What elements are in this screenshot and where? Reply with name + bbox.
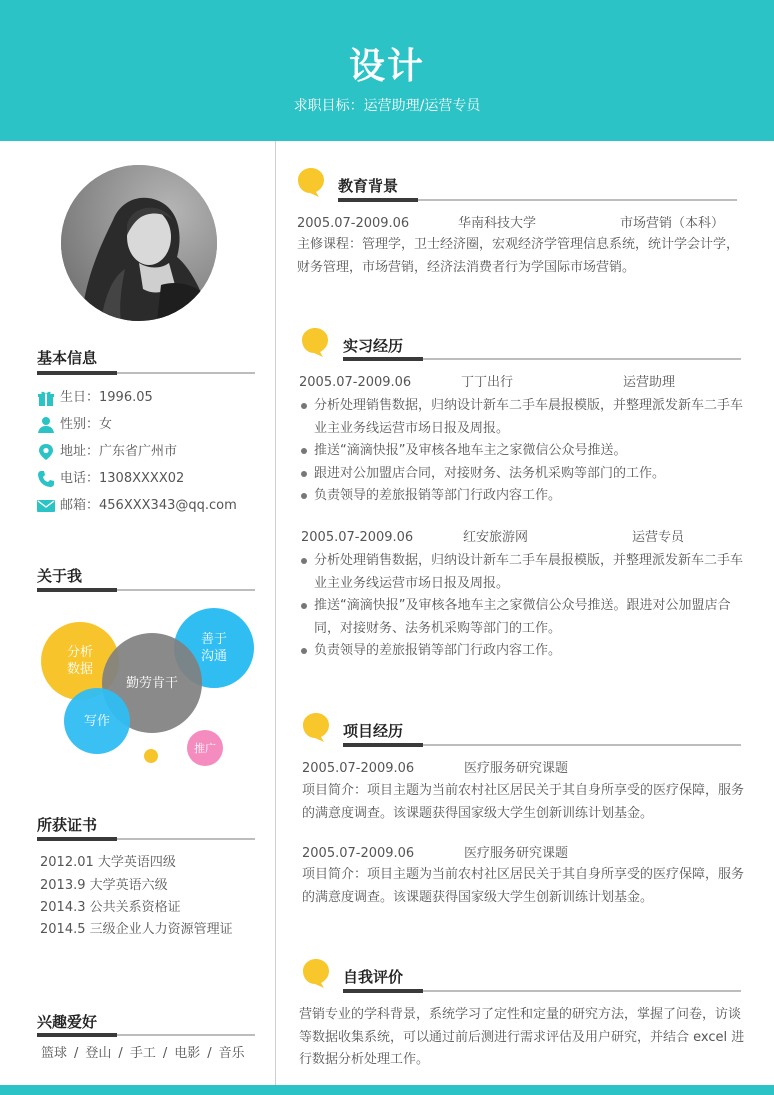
internship-company: 丁丁出行 (461, 375, 514, 390)
hobby-separator: / (162, 1046, 168, 1061)
info-address (37, 443, 177, 461)
education-row (297, 215, 747, 233)
speech-bubble-icon (301, 327, 329, 357)
self-eval-heading: 自我评价 (343, 968, 404, 986)
info-email (37, 497, 237, 515)
internship-company: 红安旅游网 (463, 530, 529, 545)
phone-icon (37, 470, 55, 488)
education-school: 华南科技大学 (458, 216, 537, 231)
info-birthday (37, 389, 153, 407)
internship-entry-1-row (299, 374, 749, 392)
education-rule (338, 199, 737, 201)
hobbies-list (37, 1042, 267, 1061)
person-icon (37, 416, 55, 434)
basic-info-rule (37, 372, 255, 374)
projects-rule (343, 744, 741, 746)
speech-bubble-icon (302, 958, 330, 988)
bubble-writing (64, 688, 130, 754)
education-courses: 主修课程：管理学，卫士经济圈，宏观经济学管理信息系统，统计学会计学，财务管理，市场营销，经济法消费者行为学国际市场营销。 (297, 237, 740, 275)
project-desc: 项目简介：项目主题为当前农村社区居民关于其自身所享受的医疗保障，服务的满意度调查。该课题获得国家级大学生创新训练计划基金。 (302, 783, 745, 821)
info-email-label: 邮箱： (60, 498, 100, 513)
header-banner (0, 0, 774, 141)
hobby-separator: / (118, 1046, 123, 1061)
hobbies-heading: 兴趣爱好 (37, 1013, 98, 1031)
self-eval-text: 营销专业的学科背景，系统学习了定性和定量的研究方法，掌握了问卷，访谈等数据收集系统，可以通过前后测进行需求评估及用户研究，并结合 excel 进行数据分析处理工作。 (299, 1007, 745, 1067)
bubble-communication-label: 善于 沟通 (200, 632, 227, 664)
bullet-item: 分析处理销售数据，归纳设计新车二手车晨报模版，并整理派发新车二手车业主业务线运营市场日报及周报。 (299, 395, 749, 440)
bubble-promotion-label: 推广 (194, 741, 216, 755)
bullet-item: 负责领导的差旅报销等部门行政内容工作。 (299, 640, 749, 663)
project-name: 医疗服务研究课题 (464, 846, 569, 861)
info-email-value: 456XXX343@qq.com (99, 498, 237, 513)
education-major: 市场营销（本科） (620, 216, 725, 231)
profile-photo (61, 165, 217, 321)
job-objective: 求职目标：运营助理/运营专员 (293, 98, 481, 114)
internship-entry-2-bullets (299, 550, 749, 663)
basic-info-heading: 基本信息 (37, 349, 98, 367)
info-gender-value: 女 (99, 417, 113, 432)
bullet-item: 推送“滴滴快报”及审核各地车主之家微信公众号推送。跟进对公加盟店合同，对接财务、法务机采购等部门的工作。 (299, 595, 749, 640)
hobby-item: 篮球 (41, 1046, 68, 1061)
info-birthday-label: 生日： (60, 390, 100, 405)
bullet-item: 分析处理销售数据，归纳设计新车二手车晨报模版，并整理派发新车二手车业主业务线运营市场日报及周报。 (299, 550, 749, 595)
project-period: 2005.07-2009.06 (302, 761, 415, 776)
internship-entry-1-bullets (299, 395, 749, 508)
bullet-item: 跟进对公加盟店合同，对接财务、法务机采购等部门的工作。 (299, 463, 749, 486)
certificate-item: 2014.5 三级企业人力资源管理证 (40, 922, 233, 937)
bubble-dot (144, 749, 158, 763)
bubble-data-analysis-label: 分析 数据 (66, 645, 93, 677)
internship-period: 2005.07-2009.06 (301, 530, 414, 545)
internship-role: 运营专员 (632, 530, 685, 545)
info-address-value: 广东省广州市 (99, 444, 178, 459)
info-birthday-value: 1996.05 (99, 390, 153, 405)
projects-heading: 项目经历 (343, 722, 404, 740)
info-gender-label: 性别： (60, 417, 100, 432)
info-address-label: 地址： (60, 444, 100, 459)
certificate-item: 2013.9 大学英语六级 (40, 878, 168, 893)
bubble-hardworking-label: 勤劳肯干 (125, 675, 178, 691)
hobby-item: 登山 (85, 1046, 112, 1061)
internship-entry-2-row (301, 529, 751, 547)
speech-bubble-icon (302, 712, 330, 742)
hobby-separator: / (74, 1046, 79, 1061)
about-rule (37, 589, 255, 591)
certificate-item: 2014.3 公共关系资格证 (40, 900, 181, 915)
certificate-item: 2012.01 大学英语四级 (40, 855, 176, 870)
bubble-promotion (187, 730, 223, 766)
project-period: 2005.07-2009.06 (302, 846, 415, 861)
certificates-heading: 所获证书 (37, 816, 98, 834)
location-pin-icon (37, 443, 55, 461)
gift-icon (37, 389, 55, 407)
project-entry-1-row (302, 760, 752, 778)
column-divider (275, 141, 276, 1087)
info-gender (37, 416, 112, 434)
hobby-separator: / (207, 1046, 212, 1061)
hobby-item: 音乐 (218, 1046, 245, 1061)
hobby-item: 手工 (129, 1046, 156, 1061)
footer-bar (0, 1085, 774, 1095)
info-phone (37, 470, 184, 488)
bubble-writing-label: 写作 (83, 713, 110, 729)
internship-heading: 实习经历 (343, 337, 404, 355)
info-phone-value: 1308XXXX02 (99, 471, 185, 486)
about-heading: 关于我 (37, 567, 83, 585)
bullet-item: 推送“滴滴快报”及审核各地车主之家微信公众号推送。 (299, 440, 749, 463)
hobbies-rule (37, 1034, 255, 1036)
hobby-item: 电影 (174, 1046, 201, 1061)
internship-role: 运营助理 (623, 375, 676, 390)
project-entry-2-row (302, 845, 752, 863)
speech-bubble-icon (297, 167, 325, 197)
project-name: 医疗服务研究课题 (464, 761, 569, 776)
education-period: 2005.07-2009.06 (297, 216, 410, 231)
project-desc: 项目简介：项目主题为当前农村社区居民关于其自身所享受的医疗保障，服务的满意度调查。该课题获得国家级大学生创新训练计划基金。 (302, 867, 745, 905)
bullet-item: 负责领导的差旅报销等部门行政内容工作。 (299, 485, 749, 508)
candidate-name: 设计 (348, 46, 425, 87)
mail-icon (37, 497, 55, 515)
self-eval-rule (343, 990, 741, 992)
portrait-image (61, 165, 217, 321)
internship-rule (343, 358, 741, 360)
internship-period: 2005.07-2009.06 (299, 375, 412, 390)
education-heading: 教育背景 (338, 177, 399, 195)
certificates-rule (37, 838, 255, 840)
info-phone-label: 电话： (60, 471, 100, 486)
